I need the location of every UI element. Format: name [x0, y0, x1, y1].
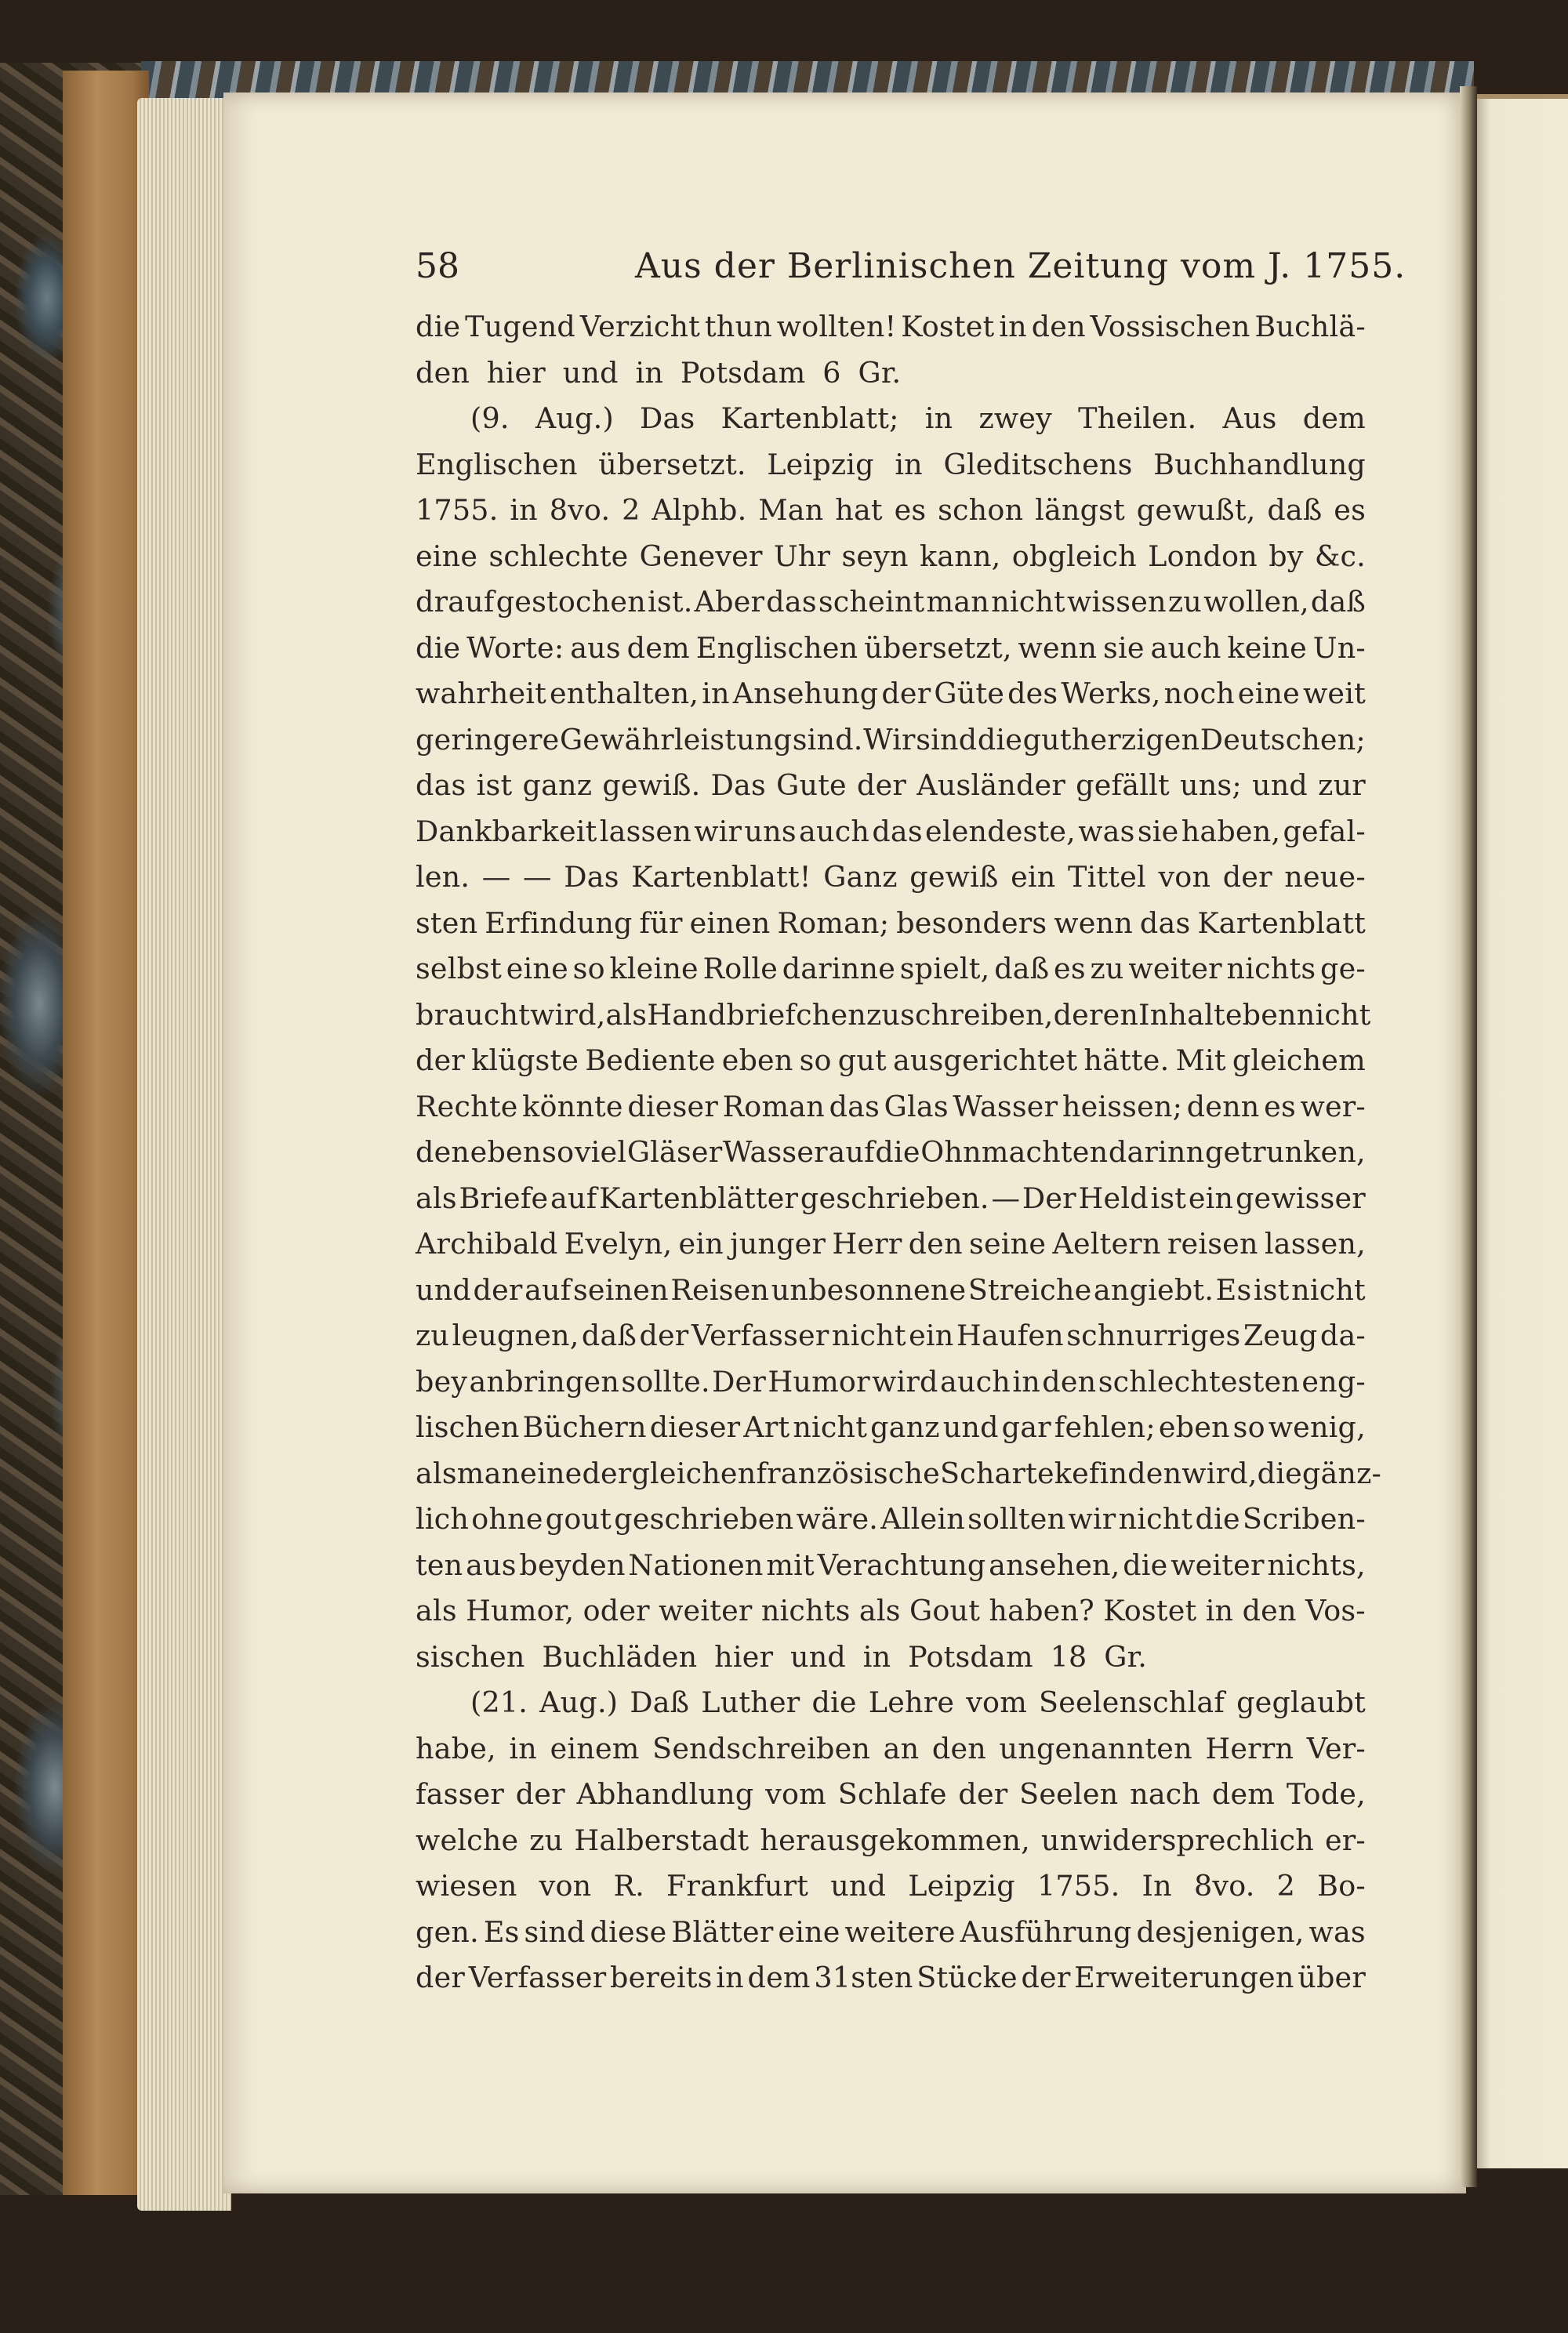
text-line: bey anbringen sollte. Der Humor wird auch in den schlechtesten eng-	[416, 1364, 1366, 1399]
text-line: Dankbarkeit lassen wir uns auch das elendeste, was sie haben, gefal-	[416, 814, 1366, 848]
text-line: Archibald Evelyn, ein junger Herr den seine Aeltern reisen lassen,	[416, 1227, 1366, 1261]
text-line: welche zu Halberstadt herausgekommen, unwidersprechlich er-	[416, 1823, 1366, 1857]
text-line: sischen Buchläden hier und in Potsdam 18 Gr.	[416, 1639, 1148, 1674]
text-line: als man eine dergleichen französische Scharteke finden wird, die gänz-	[416, 1456, 1382, 1490]
facing-page	[1474, 94, 1568, 2168]
text-line: als Briefe auf Kartenblätter geschrieben. — Der Held ist ein gewisser	[416, 1181, 1366, 1215]
text-line: Rechte könnte dieser Roman das Glas Wasser heissen; denn es wer-	[416, 1089, 1366, 1123]
text-line: lischen Büchern dieser Art nicht ganz und gar fehlen; eben so wenig,	[416, 1410, 1366, 1444]
text-line: gen. Es sind diese Blätter eine weitere Ausführung desjenigen, was	[416, 1914, 1366, 1949]
text-line: der Verfasser bereits in dem 31sten Stücke der Erweiterungen über	[416, 1961, 1366, 1994]
text-line: das ist ganz gewiß. Das Gute der Ausländer gefällt uns; und zur	[416, 768, 1366, 802]
text-line: geringere Gewährleistung sind. Wir sind die gutherzigen Deutschen;	[416, 722, 1366, 757]
text-line: Englischen übersetzt. Leipzig in Gleditschens Buchhandlung	[416, 447, 1366, 481]
text-line: den eben so viel Gläser Wasser auf die Ohnmachten darinn getrunken,	[416, 1135, 1366, 1169]
text-line: lich ohne gout geschrieben wäre. Allein sollten wir nicht die Scriben-	[416, 1502, 1366, 1536]
text-line: 1755. in 8vo. 2 Alphb. Man hat es schon längst gewußt, daß es	[416, 493, 1366, 527]
body-text	[416, 304, 1382, 2001]
text-line: eine schlechte Genever Uhr seyn kann, obgleich London by &c.	[416, 539, 1366, 573]
text-line: braucht wird, als Handbriefchen zu schreiben, deren Inhalt eben nicht	[416, 997, 1371, 1032]
text-line: len. — — Das Kartenblatt! Ganz gewiß ein Tittel von der neue-	[416, 860, 1366, 894]
text-line: als Humor, oder weiter nichts als Gout haben? Kostet in den Vos-	[416, 1594, 1366, 1627]
text-line: selbst eine so kleine Rolle darinne spielt, daß es zu weiter nichts ge-	[416, 952, 1366, 985]
text-line: wahrheit enthalten, in Ansehung der Güte des Werks, noch eine weit	[416, 677, 1366, 710]
page-header	[416, 243, 1443, 290]
text-line: und der auf seinen Reisen unbesonnene Streiche angiebt. Es ist nicht	[416, 1272, 1366, 1307]
page-number: 58	[416, 246, 459, 286]
leather-spine-edge	[63, 71, 149, 2195]
text-line: (21. Aug.) Daß Luther die Lehre vom Seelenschlaf geglaubt	[470, 1685, 1366, 1719]
text-line: sten Erfindung für einen Roman; besonders wenn das Kartenblatt	[416, 905, 1366, 940]
page-edges	[137, 98, 231, 2211]
text-line: habe, in einem Sendschreiben an den ungenannten Herrn Ver-	[416, 1731, 1366, 1765]
text-line: die Tugend Verzicht thun wollten! Kostet in den Vossischen Buchlä-	[416, 310, 1366, 343]
text-line: drauf gestochen ist. Aber das scheint man nicht wissen zu wollen, daß	[416, 585, 1366, 619]
text-line: den hier und in Potsdam 6 Gr.	[416, 355, 902, 390]
page-gutter	[1460, 86, 1477, 2187]
text-line: (9. Aug.) Das Kartenblatt; in zwey Theilen. Aus dem	[470, 401, 1366, 435]
text-line: der klügste Bediente eben so gut ausgerichtet hätte. Mit gleichem	[416, 1043, 1366, 1077]
text-line: die Worte: aus dem Englischen übersetzt, wenn sie auch keine Un-	[416, 630, 1366, 665]
text-line: ten aus beyden Nationen mit Verachtung ansehen, die weiter nichts,	[416, 1547, 1366, 1582]
text-line: wiesen von R. Frankfurt und Leipzig 1755. In 8vo. 2 Bo-	[416, 1869, 1366, 1903]
text-line: fasser der Abhandlung vom Schlafe der Seelen nach dem Tode,	[416, 1777, 1366, 1811]
text-line: zu leugnen, daß der Verfasser nicht ein Haufen schnurriges Zeug da-	[416, 1319, 1366, 1352]
running-title: Aus der Berlinischen Zeitung vom J. 1755.	[635, 246, 1406, 286]
